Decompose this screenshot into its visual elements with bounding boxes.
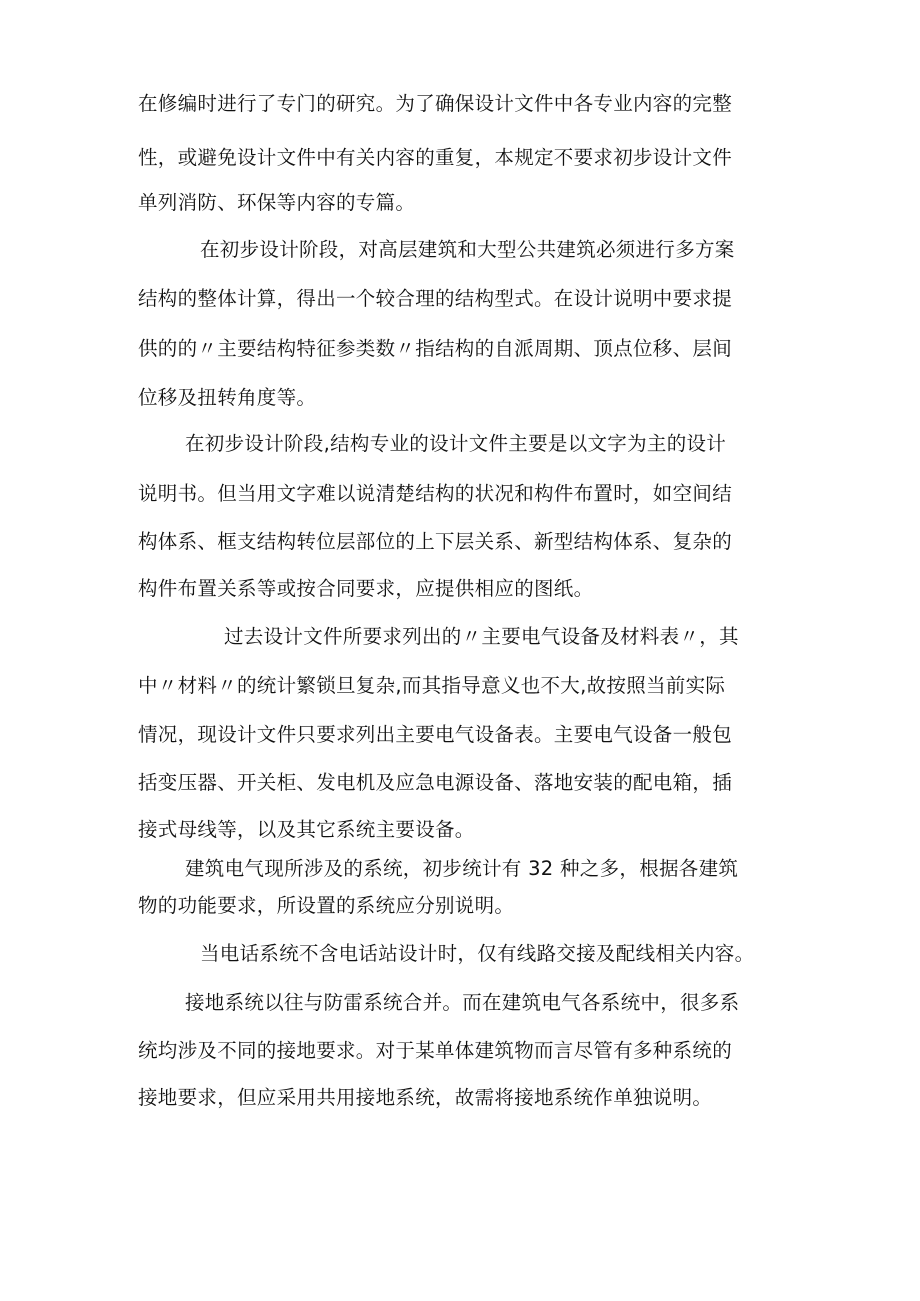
paragraph-7-line-2: 统均涉及不同的接地要求。对于某单体建筑物而言尽管有多种系统的 — [138, 1039, 733, 1062]
paragraph-4-line-4: 括变压器、开关柜、发电机及应急电源设备、落地安装的配电箱，插 — [138, 771, 733, 794]
paragraph-2-line-1: 在初步设计阶段，对高层建筑和大型公共建筑必须进行多方案 — [200, 238, 735, 261]
paragraph-4-line-1: 过去设计文件所要求列出的〃主要电气设备及材料表〃，其 — [224, 625, 739, 648]
paragraph-5-line-1: 建筑电气现所涉及的系统，初步统计有 32 种之多，根据各建筑 — [185, 857, 739, 880]
paragraph-3-line-2: 说明书。但当用文字难以说清楚结构的状况和构件布置时，如空间结 — [138, 482, 733, 505]
paragraph-4-line-5: 接式母线等，以及其它系统主要设备。 — [138, 818, 475, 841]
paragraph-6-line-1: 当电话系统不含电话站设计时，仅有线路交接及配线相关内容。 — [200, 942, 755, 965]
paragraph-3-line-4: 构件布置关系等或按合同要求，应提供相应的图纸。 — [138, 577, 594, 600]
paragraph-1-line-2: 性，或避免设计文件中有关内容的重复，本规定不要求初步设计文件 — [138, 146, 733, 169]
paragraph-1-line-1: 在修编时进行了专门的研究。为了确保设计文件中各专业内容的完整 — [138, 92, 733, 115]
paragraph-4-line-3: 情况，现设计文件只要求列出主要电气设备表。主要电气设备一般包 — [138, 723, 733, 746]
paragraph-7-line-1: 接地系统以往与防雷系统合并。而在建筑电气各系统中，很多系 — [185, 991, 740, 1014]
paragraph-2-line-2: 结构的整体计算，得出一个较合理的结构型式。在设计说明中要求提 — [138, 287, 733, 310]
paragraph-7-line-3: 接地要求，但应采用共用接地系统，故需将接地系统作单独说明。 — [138, 1086, 713, 1109]
paragraph-1-line-3: 单列消防、环保等内容的专篇。 — [138, 191, 416, 214]
paragraph-2-line-4: 位移及扭转角度等。 — [138, 386, 317, 409]
paragraph-3-line-3: 构体系、框支结构转位层部位的上下层关系、新型结构体系、复杂的 — [138, 530, 733, 553]
paragraph-5-line-2: 物的功能要求，所设置的系统应分别说明。 — [138, 894, 515, 917]
paragraph-4-line-2: 中〃材料〃的统计繁锁旦复杂,而其指导意义也不大,故按照当前实际 — [138, 674, 726, 697]
paragraph-2-line-3: 供的的〃主要结构特征参类数〃指结构的自派周期、顶点位移、层间 — [138, 337, 733, 360]
paragraph-3-line-1: 在初步设计阶段,结构专业的设计文件主要是以文字为主的设计 — [185, 432, 727, 455]
